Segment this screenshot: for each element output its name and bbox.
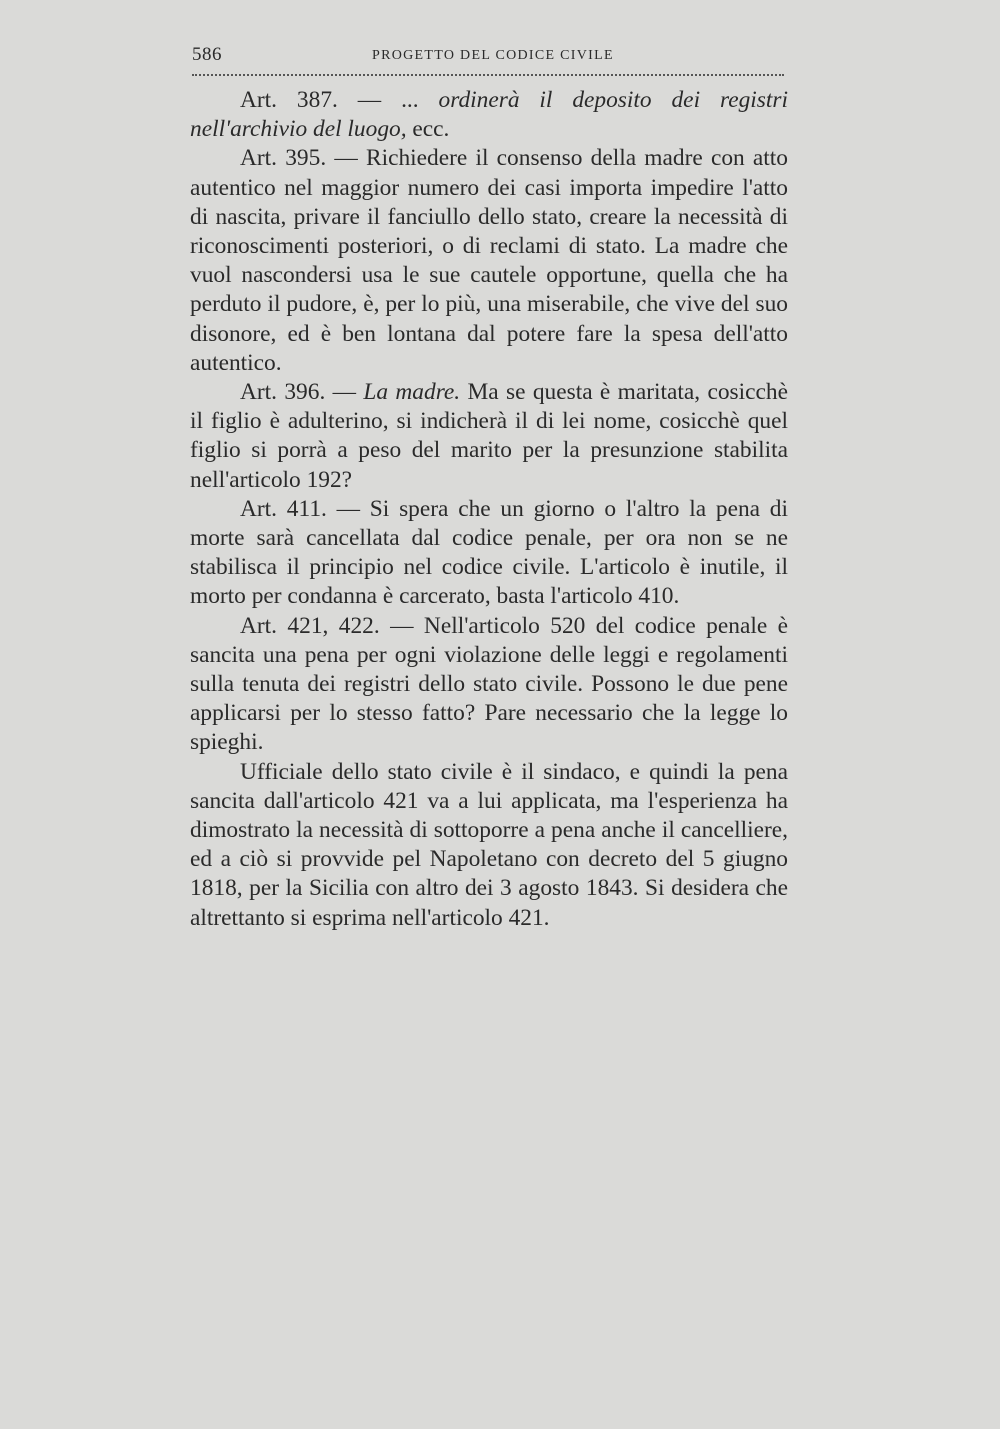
main-text (190, 86, 788, 933)
article-ref: Art. 396. — (240, 379, 357, 406)
page-number: 586 (192, 44, 222, 65)
article-ref: Art. 395. — (240, 145, 358, 172)
paragraph-text: Nell'articolo 520 del codice penale è sancita una pena per ogni violazione delle leggi e regolamenti sulla tenuta dei registri dello stato civile. Possono le due pene applicarsi per lo stesso fatto? Pare necessario che la legge lo spieghi. (190, 612, 788, 756)
paragraph-text: Ufficiale dello stato civile è il sindaco, e quindi la pena sancita dall'articolo 421 va a lui applicata, ma l'esperienza ha dimostrato la necessità di sottoporre a pena anche il cancelliere, ed a ciò si provvide pel Napoletano con decreto del 5 giugno 1818, per la Sicilia con altro dei 3 agosto 1843. Si desidera che altrettanto si esprima nell'articolo 421. (190, 758, 788, 931)
header-rule (192, 74, 784, 76)
italic-quote: La madre. (356, 379, 461, 406)
paragraph-art-387 (190, 86, 788, 144)
paragraph-text: Si spera che un giorno o l'altro la pena di morte sarà cancellata dal codice penale, per ora non se ne stabilisca il principio nel codice civile. L'articolo è inutile, il morto per condanna è carcerato, basta l'articolo 410. (190, 495, 788, 610)
paragraph-ufficiale (190, 758, 788, 933)
paragraph-art-411 (190, 495, 788, 612)
running-title: PROGETTO DEL CODICE CIVILE (372, 48, 614, 63)
paragraph-art-396 (190, 378, 788, 495)
paragraph-text: ecc. (406, 116, 450, 143)
article-ref: Art. 411. — (240, 495, 361, 522)
paragraph-art-395 (190, 144, 788, 378)
paragraph-text: Ma se questa è maritata, cosicchè il figlio è adulterino, si indicherà il di lei nome, cosicchè quel figlio si porrà a peso del marito per la presunzione stabilita nell'articolo 192? (190, 379, 788, 493)
page-header (192, 44, 784, 74)
article-ref: Art. 387. — ... (240, 87, 419, 113)
paragraph-art-421-422 (190, 612, 788, 758)
italic-quote: ordinerà il deposito dei registri nell'archivio del luogo, (190, 87, 788, 143)
paragraph-text: Richiedere il consenso della madre con atto autentico nel maggior numero dei casi importa impedire l'atto di nascita, privare il fanciullo dello stato, creare la necessità di riconoscimenti posteriori, o di reclami di stato. La madre che vuol nascondersi usa le sue cautele opportune, quella che ha perduto il pudore, è, per lo più, una miserabile, che vive del suo disonore, ed è ben lontana dal potere fare la spesa dell'atto autentico. (190, 145, 788, 376)
article-ref: Art. 421, 422. — (240, 612, 414, 639)
